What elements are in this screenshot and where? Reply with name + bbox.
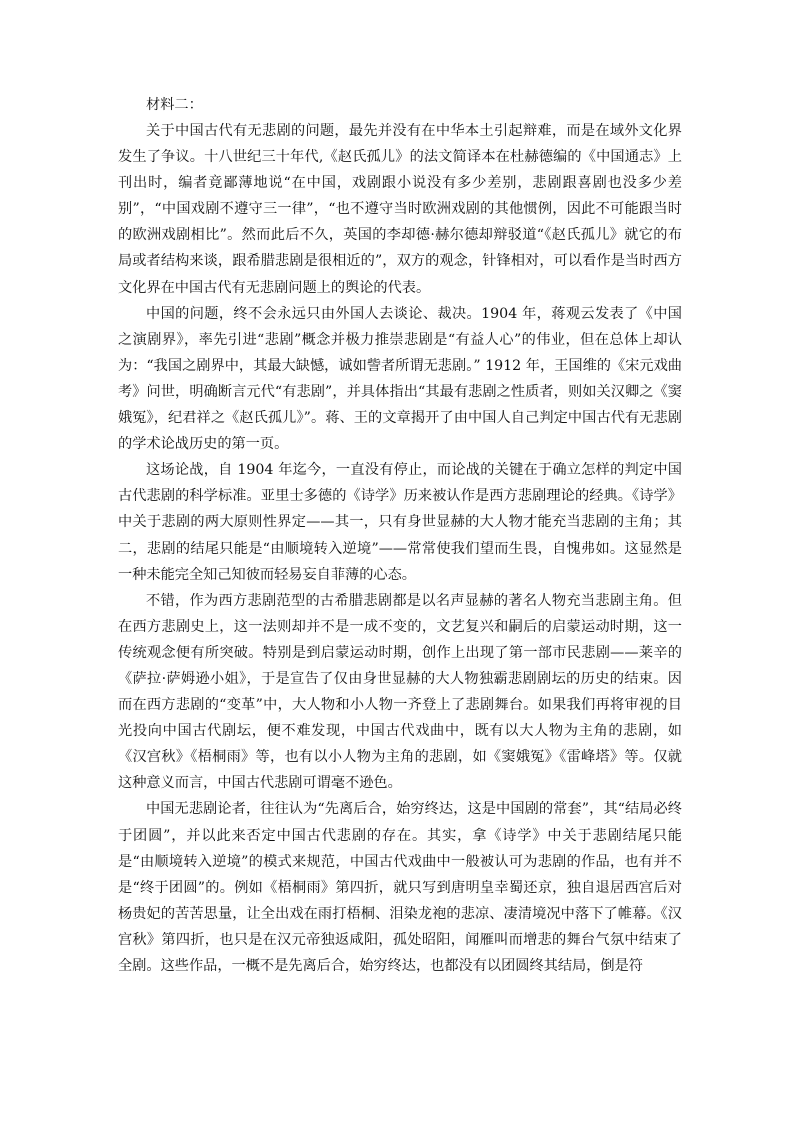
- paragraph-5: 中国无悲剧论者，往往认为“先离后合，始穷终达，这是中国剧的常套”，其“结局必终于团圆”，并以此来否定中国古代悲剧的存在。其实，拿《诗学》中关于悲剧结尾只能是“由顺境转入逆境”的模式来规范，中国古代戏曲中一般被认可为悲剧的作品，也有并不是“终于团圆”的。例如《梧桐雨》第四折，就只写到唐明皇幸蜀还京，独自退居西宫后对杨贵妃的苦苦思量，让全出戏在雨打梧桐、泪染龙袍的悲凉、凄清境况中落下了帷幕。《汉宫秋》第四折，也只是在汉元帝独返咸阳，孤处昭阳，闻雁叫而增悲的舞台气氛中结束了全剧。这些作品，一概不是先离后合，始穷终达，也都没有以团圆终其结局，倒是符: [118, 801, 682, 974]
- paragraph-3: 这场论战，自 1904 年迄今，一直没有停止，而论战的关键在于确立怎样的判定中国古代悲剧的科学标准。亚里士多德的《诗学》历来被认作是西方悲剧理论的经典。《诗学》中关于悲剧的两大原则性界定——其一，只有身世显赫的大人物才能充当悲剧的主角；其二，悲剧的结尾只能是“由顺境转入逆境”——常常使我们望而生畏，自愧弗如。这显然是一种未能完全知己知彼而轻易妄自菲薄的心态。: [118, 462, 682, 583]
- paragraph-2: 中国的问题，终不会永远只由外国人去谈论、裁决。1904 年，蒋观云发表了《中国之演剧界》，率先引进“悲剧”概念并极力推崇悲剧是“有益人心”的伟业，但在总体上却认为：“我国之剧界中，其最大缺憾，诚如訾者所谓无悲剧。” 1912 年，王国维的《宋元戏曲考》问世，明确断言元代“有悲剧”，并具体指出“其最有悲剧之性质者，则如关汉卿之《窦娥冤》，纪君祥之《赵氏孤儿》”。蒋、王的文章揭开了由中国人自己判定中国古代有无悲剧的学术论战历史的第一页。: [118, 305, 682, 453]
- paragraph-4: 不错，作为西方悲剧范型的古希腊悲剧都是以名声显赫的著名人物充当悲剧主角。但在西方悲剧史上，这一法则却并不是一成不变的，文艺复兴和嗣后的启蒙运动时期，这一传统观念便有所突破。特别是到启蒙运动时期，创作上出现了第一部市民悲剧——莱辛的《萨拉·萨姆逊小姐》，于是宣告了仅由身世显赫的大人物独霸悲剧剧坛的历史的结束。因而在西方悲剧的“变革”中，大人物和小人物一齐登上了悲剧舞台。如果我们再将审视的目光投向中国古代剧坛，便不难发现，中国古代戏曲中，既有以大人物为主角的悲剧，如《汉宫秋》《梧桐雨》等，也有以小人物为主角的悲剧，如《窦娥冤》《雷峰塔》等。仅就这种意义而言，中国古代悲剧可谓毫不逊色。: [118, 592, 682, 792]
- paragraph-1: 关于中国古代有无悲剧的问题，最先并没有在中华本土引起辩难，而是在域外文化界发生了争议。十八世纪三十年代,《赵氏孤儿》的法文简译本在杜赫德编的《中国通志》上刊出时，编者竟鄙薄地说“在中国，戏剧跟小说没有多少差别，悲剧跟喜剧也没多少差别”，“中国戏剧不遵守三一律”，“也不遵守当时欧洲戏剧的其他惯例，因此不可能跟当时的欧洲戏剧相比”。然而此后不久，英国的李却德·赫尔德却辩驳道“《赵氏孤儿》就它的布局或者结构来谈，跟希腊悲剧是很相近的”，双方的观念，针锋相对，可以看作是当时西方文化界在中国古代有无悲剧问题上的舆论的代表。: [118, 123, 682, 296]
- section-heading: 材料二：: [146, 97, 203, 113]
- document-page: [118, 92, 682, 979]
